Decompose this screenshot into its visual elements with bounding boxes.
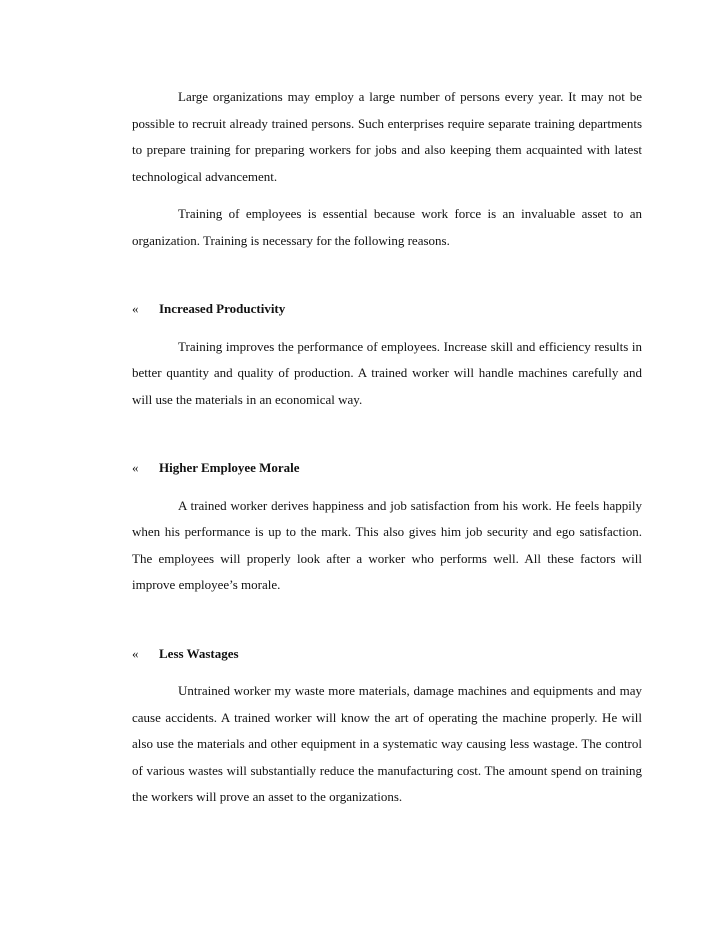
bullet-glyph: « — [132, 301, 139, 316]
bullet-glyph: « — [132, 645, 139, 661]
intro-paragraph-1: Large organizations may employ a large number of persons every year. It may not be possible to recruit already trained persons. Such enterprises require separate training departments to prepare training for preparing workers for jobs and also keeping them acquainted with latest technological advancement. — [132, 89, 642, 184]
section-heading-text: Higher Employee Morale — [159, 460, 300, 475]
section-body-higher-employee-morale: A trained worker derives happiness and job satisfaction from his work. He feels happily when his performance is up to the mark. This also gives him job security and ego satisfaction. The employees will properly look after a worker who performs well. All these factors will improve employee’s morale. — [132, 497, 642, 592]
section-heading-higher-employee-morale — [132, 455, 642, 482]
section-body-less-wastages: Untrained worker my waste more materials, damage machines and equipments and may cause accidents. A trained worker will know the art of operating the machine properly. He will also use the materials and other equipment in a systematic way causing less wastage. The control of various wastes will substantially reduce the manufacturing cost. The amount spend on training the workers will prove an asset to the organizations. — [132, 683, 642, 804]
section-heading-text: Less Wastages — [159, 645, 239, 661]
document-body — [132, 84, 642, 811]
intro-paragraph-2: Training of employees is essential because work force is an invaluable asset to an organization. Training is necessary for the following reasons. — [132, 206, 642, 248]
section-body-increased-productivity: Training improves the performance of employees. Increase skill and efficiency results in better quantity and quality of production. A trained worker will handle machines carefully and will use the materials in an economical way. — [132, 338, 642, 407]
bullet-glyph: « — [132, 460, 139, 475]
section-heading-increased-productivity — [132, 296, 642, 323]
section-heading-less-wastages — [132, 641, 642, 668]
section-heading-text: Increased Productivity — [159, 301, 286, 316]
